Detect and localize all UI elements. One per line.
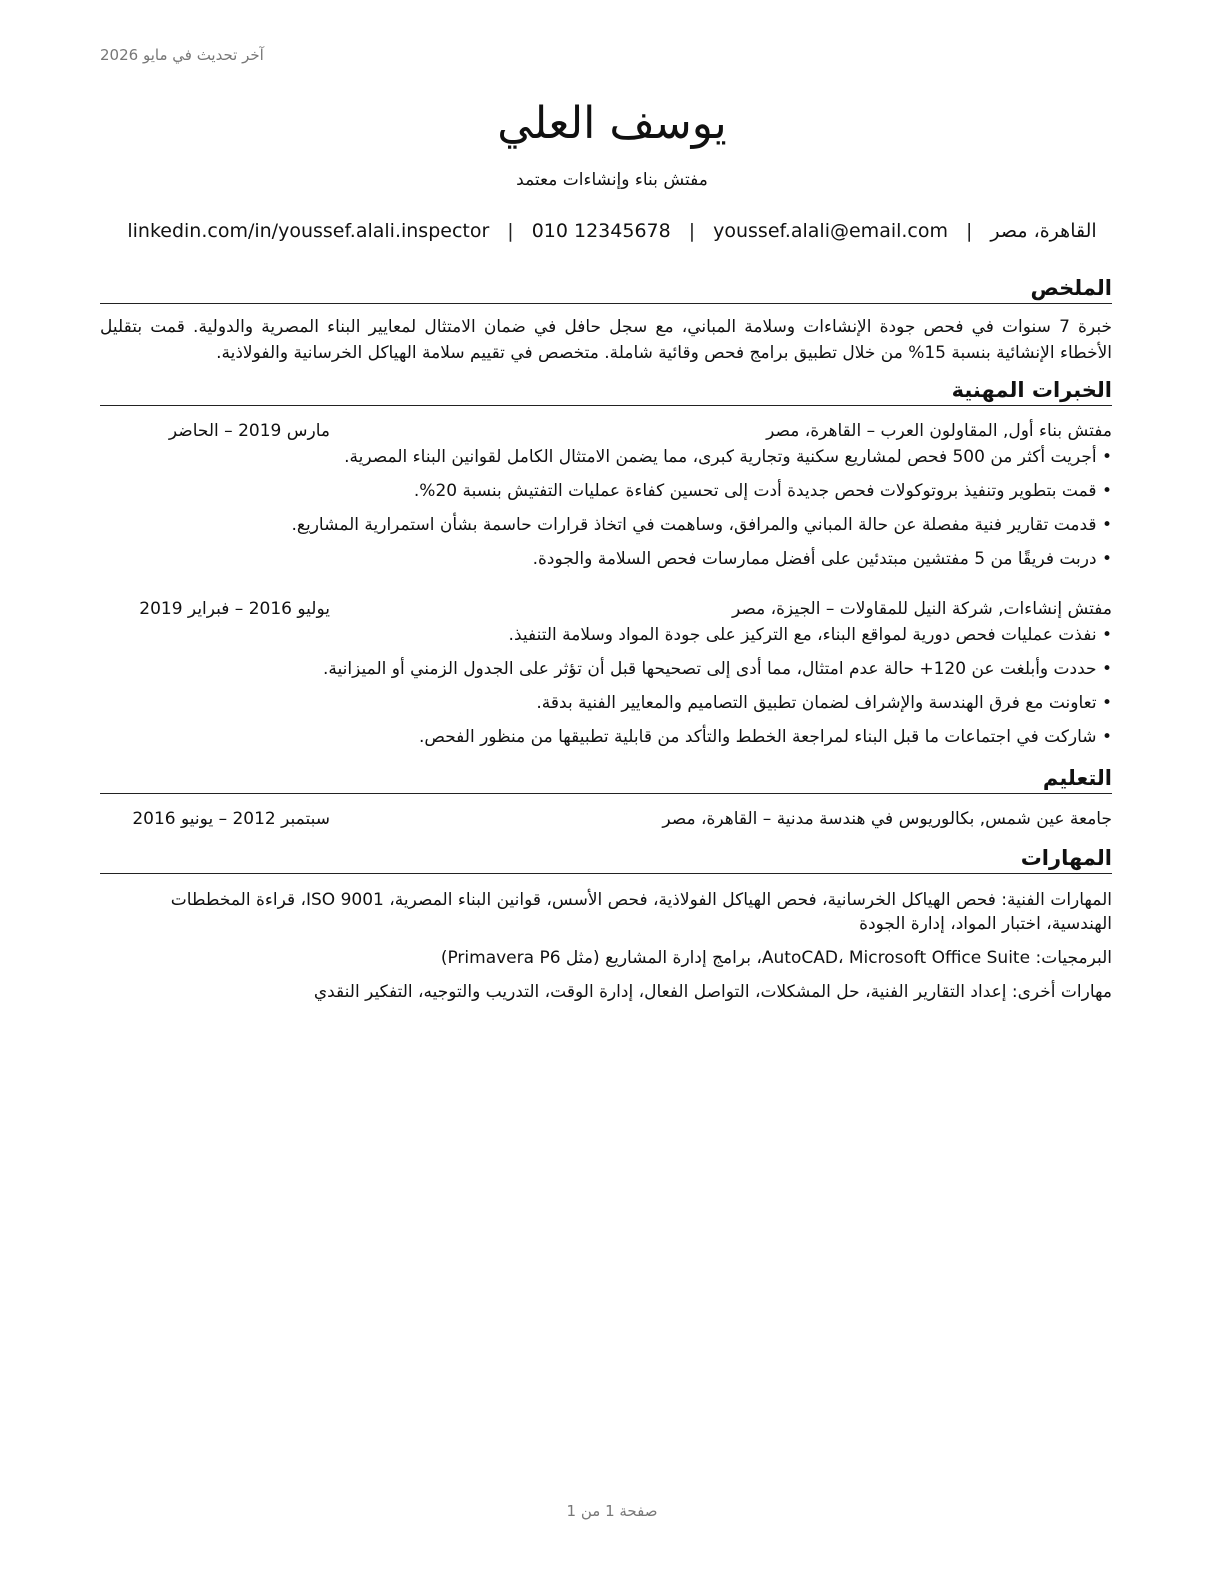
job-header <box>100 596 1112 622</box>
experience-section <box>100 376 1112 750</box>
list-item: • قدمت تقارير فنية مفصلة عن حالة المباني والمرافق، وساهمت في اتخاذ قرارات حاسمة بشأن استمرارية المشاريع. <box>100 512 1112 538</box>
contact-separator: | <box>507 220 514 242</box>
list-item: • دربت فريقًا من 5 مفتشين مبتدئين على أفضل ممارسات فحص السلامة والجودة. <box>100 546 1112 572</box>
education-dates: سبتمبر 2012 – يونيو 2016 <box>132 809 330 829</box>
job-dates: يوليو 2016 – فبراير 2019 <box>139 599 330 619</box>
list-item: • قمت بتطوير وتنفيذ بروتوكولات فحص جديدة أدت إلى تحسين كفاءة عمليات التفتيش بنسبة 20%. <box>100 478 1112 504</box>
job-entry <box>100 596 1112 750</box>
summary-heading: الملخص <box>100 274 1112 304</box>
resume-body <box>100 274 1112 1014</box>
list-item: • أجريت أكثر من 500 فحص لمشاريع سكنية وتجارية كبرى، مما يضمن الامتثال الكامل لقوانين البناء المصرية. <box>100 444 1112 470</box>
skills-other: مهارات أخرى: إعداد التقارير الفنية، حل المشكلات، التواصل الفعال، إدارة الوقت، التدريب والتوجيه، التفكير النقدي <box>313 982 1112 1002</box>
education-heading: التعليم <box>100 764 1112 794</box>
job-entry <box>100 418 1112 572</box>
skills-heading: المهارات <box>100 844 1112 874</box>
skills-section <box>100 844 1112 1004</box>
skills-software: البرمجيات: AutoCAD، Microsoft Office Suite، برامج إدارة المشاريع (مثل Primavera P6) <box>440 948 1112 968</box>
education-section <box>100 764 1112 832</box>
contact-separator: | <box>966 220 973 242</box>
experience-heading: الخبرات المهنية <box>100 376 1112 406</box>
contact-line <box>0 218 1224 244</box>
summary-text: خبرة 7 سنوات في فحص جودة الإنشاءات وسلامة المباني، مع سجل حافل في ضمان الامتثال لمعايير البناء المصرية والدولية. قمت بتقليل الأخطاء الإنشائية بنسبة 15% من خلال تطبيق برامج فحص وقائية شاملة. متخصص في تقييم سلامة الهياكل الخرسانية والفولاذية. <box>100 317 1112 363</box>
candidate-title: مفتش بناء وإنشاءات معتمد <box>516 170 708 190</box>
candidate-name: يوسف العلي <box>497 98 727 149</box>
education-entry <box>100 806 1112 832</box>
page-number: صفحة 1 من 1 <box>566 1502 658 1520</box>
contact-linkedin[interactable]: linkedin.com/in/youssef.alali.inspector <box>127 220 490 242</box>
job-bullets <box>100 444 1112 572</box>
skills-list <box>100 888 1112 1004</box>
contact-separator: | <box>688 220 696 242</box>
job-role-company: مفتش بناء أول, المقاولون العرب – القاهرة، مصر <box>766 421 1112 441</box>
summary-section <box>100 274 1112 366</box>
list-item: • نفذت عمليات فحص دورية لمواقع البناء، مع التركيز على جودة المواد وسلامة التنفيذ. <box>100 622 1112 648</box>
contact-phone[interactable]: 010 12345678 <box>531 220 671 242</box>
resume-header <box>0 92 1224 244</box>
job-header <box>100 418 1112 444</box>
skills-technical: المهارات الفنية: فحص الهياكل الخرسانية، فحص الهياكل الفولاذية، فحص الأسس، قوانين البناء المصرية، ISO 9001، قراءة المخططات الهندسية، اختبار المواد، إدارة الجودة <box>170 890 1112 934</box>
education-degree: جامعة عين شمس, بكالوريوس في هندسة مدنية – القاهرة، مصر <box>662 809 1112 829</box>
job-dates: مارس 2019 – الحاضر <box>168 421 330 441</box>
list-item: • تعاونت مع فرق الهندسة والإشراف لضمان تطبيق التصاميم والمعايير الفنية بدقة. <box>100 690 1112 716</box>
job-bullets <box>100 622 1112 750</box>
contact-email[interactable]: youssef.alali@email.com <box>713 220 949 242</box>
list-item: • شاركت في اجتماعات ما قبل البناء لمراجعة الخطط والتأكد من قابلية تطبيقها من منظور الفحص. <box>100 724 1112 750</box>
last-updated: آخر تحديث في مايو 2026 <box>100 46 264 64</box>
contact-location: القاهرة، مصر <box>990 220 1097 242</box>
list-item: • حددت وأبلغت عن 120+ حالة عدم امتثال، مما أدى إلى تصحيحها قبل أن تؤثر على الجدول الزمني أو الميزانية. <box>100 656 1112 682</box>
job-role-company: مفتش إنشاءات, شركة النيل للمقاولات – الجيزة، مصر <box>732 599 1112 619</box>
